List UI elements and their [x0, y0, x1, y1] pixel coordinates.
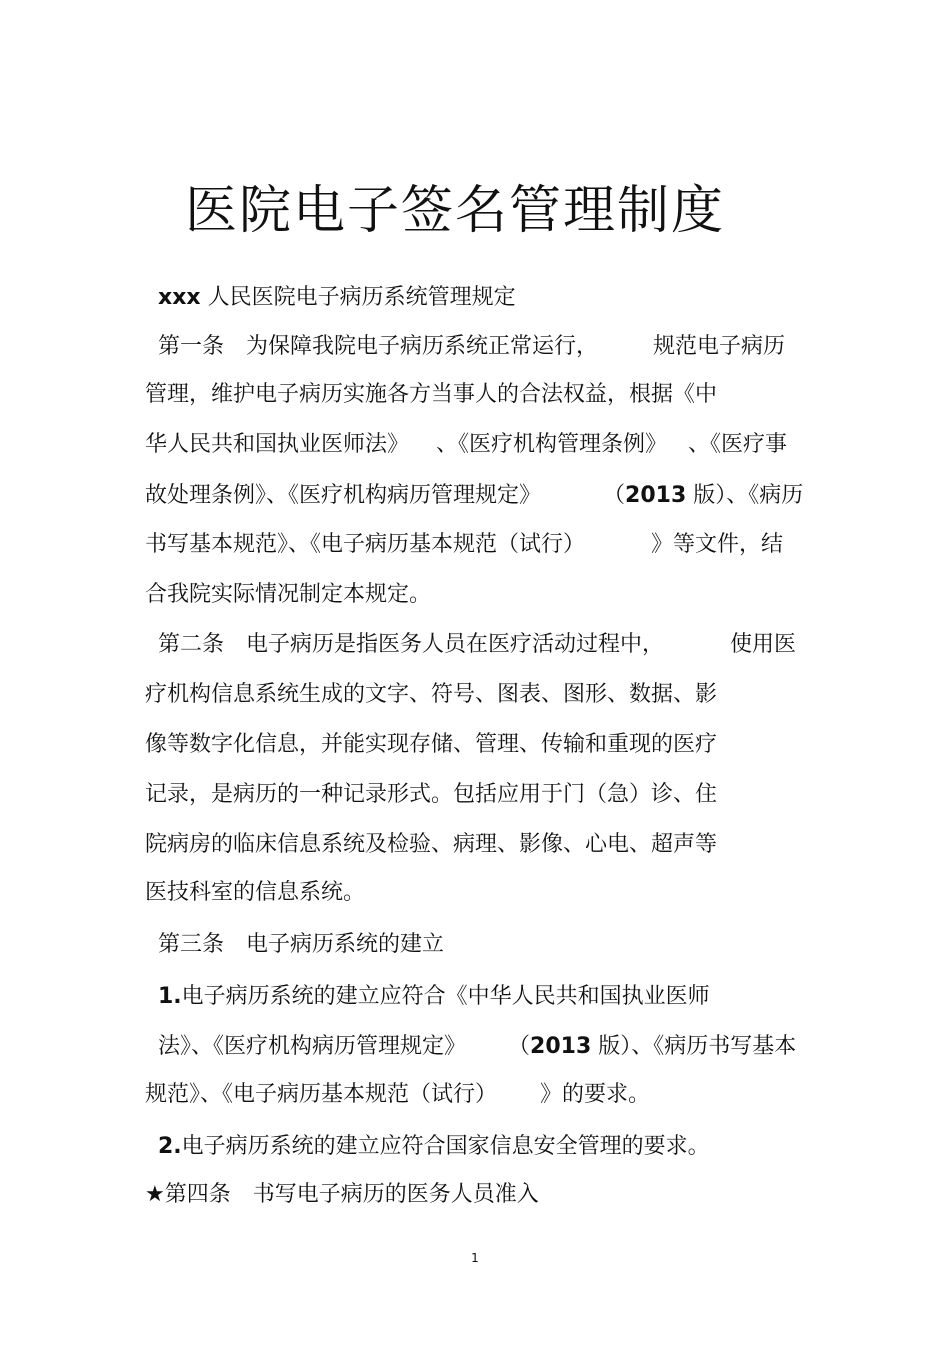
article-3-item-1-line-3b: 》的要求。	[540, 1082, 651, 1107]
edition-tail-2: 版）、《病历书写基本	[591, 1034, 797, 1059]
paren-open-2: （	[508, 1034, 531, 1059]
article-1-line-3c: 、《医疗事	[688, 432, 788, 457]
article-2-line-5: 院病房的临床信息系统及检验、病理、影像、心电、超声等	[145, 832, 718, 857]
article-3-item-1-line-1	[158, 982, 710, 1012]
subtitle-text: 人民医院电子病历系统管理规定	[200, 285, 516, 310]
article-1-line-2: 管理，维护电子病历实施各方当事人的合法权益，根据《中	[145, 382, 718, 407]
article-3-item-1-line-2b	[508, 1032, 796, 1062]
paren-open: （	[603, 483, 626, 508]
item-1-number: 1.	[158, 984, 182, 1009]
article-1-line-4-paren	[603, 481, 803, 511]
page-number: 1	[471, 1251, 479, 1265]
article-1-line-5a: 书写基本规范》、《电子病历基本规范（试行）	[145, 532, 586, 557]
item-1-text: 电子病历系统的建立应符合《中华人民共和国执业医师	[181, 984, 710, 1009]
article-1-line-6: 合我院实际情况制定本规定。	[145, 582, 432, 607]
year-2013: 2013	[625, 483, 687, 508]
item-2-number: 2.	[158, 1134, 182, 1159]
article-2-line-2: 疗机构信息系统生成的文字、符号、图表、图形、数据、影	[145, 682, 718, 707]
subtitle-prefix: xxx	[158, 285, 201, 310]
article-2-line-1: 第二条 电子病历是指医务人员在医疗活动过程中，	[158, 632, 665, 657]
article-3-heading: 第三条 电子病历系统的建立	[158, 932, 445, 957]
document-title: 医院电子签名管理制度	[184, 181, 725, 241]
article-3-item-1-line-2a: 法》、《医疗机构病历管理规定》	[158, 1034, 467, 1059]
article-3-item-1-line-3a: 规范》、《电子病历基本规范（试行）	[145, 1082, 498, 1107]
article-1-line-5b: 》等文件，结	[651, 532, 784, 557]
article-2-line-1-tail: 使用医	[730, 632, 797, 657]
article-1-line-3b: 、《医疗机构管理条例》	[436, 432, 668, 457]
article-1-line-4a: 故处理条例》、《医疗机构病历管理规定》	[145, 483, 542, 508]
item-2-text: 电子病历系统的建立应符合国家信息安全管理的要求。	[181, 1134, 710, 1159]
document-subtitle	[158, 283, 516, 313]
article-2-line-3: 像等数字化信息，并能实现存储、管理、传输和重现的医疗	[145, 732, 718, 757]
article-3-item-2	[158, 1132, 710, 1162]
article-2-line-6: 医技科室的信息系统。	[145, 880, 366, 905]
edition-tail: 版）、《病历	[686, 483, 804, 508]
article-2-line-4: 记录，是病历的一种记录形式。包括应用于门（急）诊、住	[145, 782, 718, 807]
article-4-heading: ★第四条 书写电子病历的医务人员准入	[145, 1182, 539, 1207]
article-1-line-1: 第一条 为保障我院电子病历系统正常运行，	[158, 334, 599, 359]
article-1-line-1-tail: 规范电子病历	[653, 334, 786, 359]
article-1-line-3a: 华人民共和国执业医师法》	[145, 432, 410, 457]
year-2013-2: 2013	[530, 1034, 592, 1059]
